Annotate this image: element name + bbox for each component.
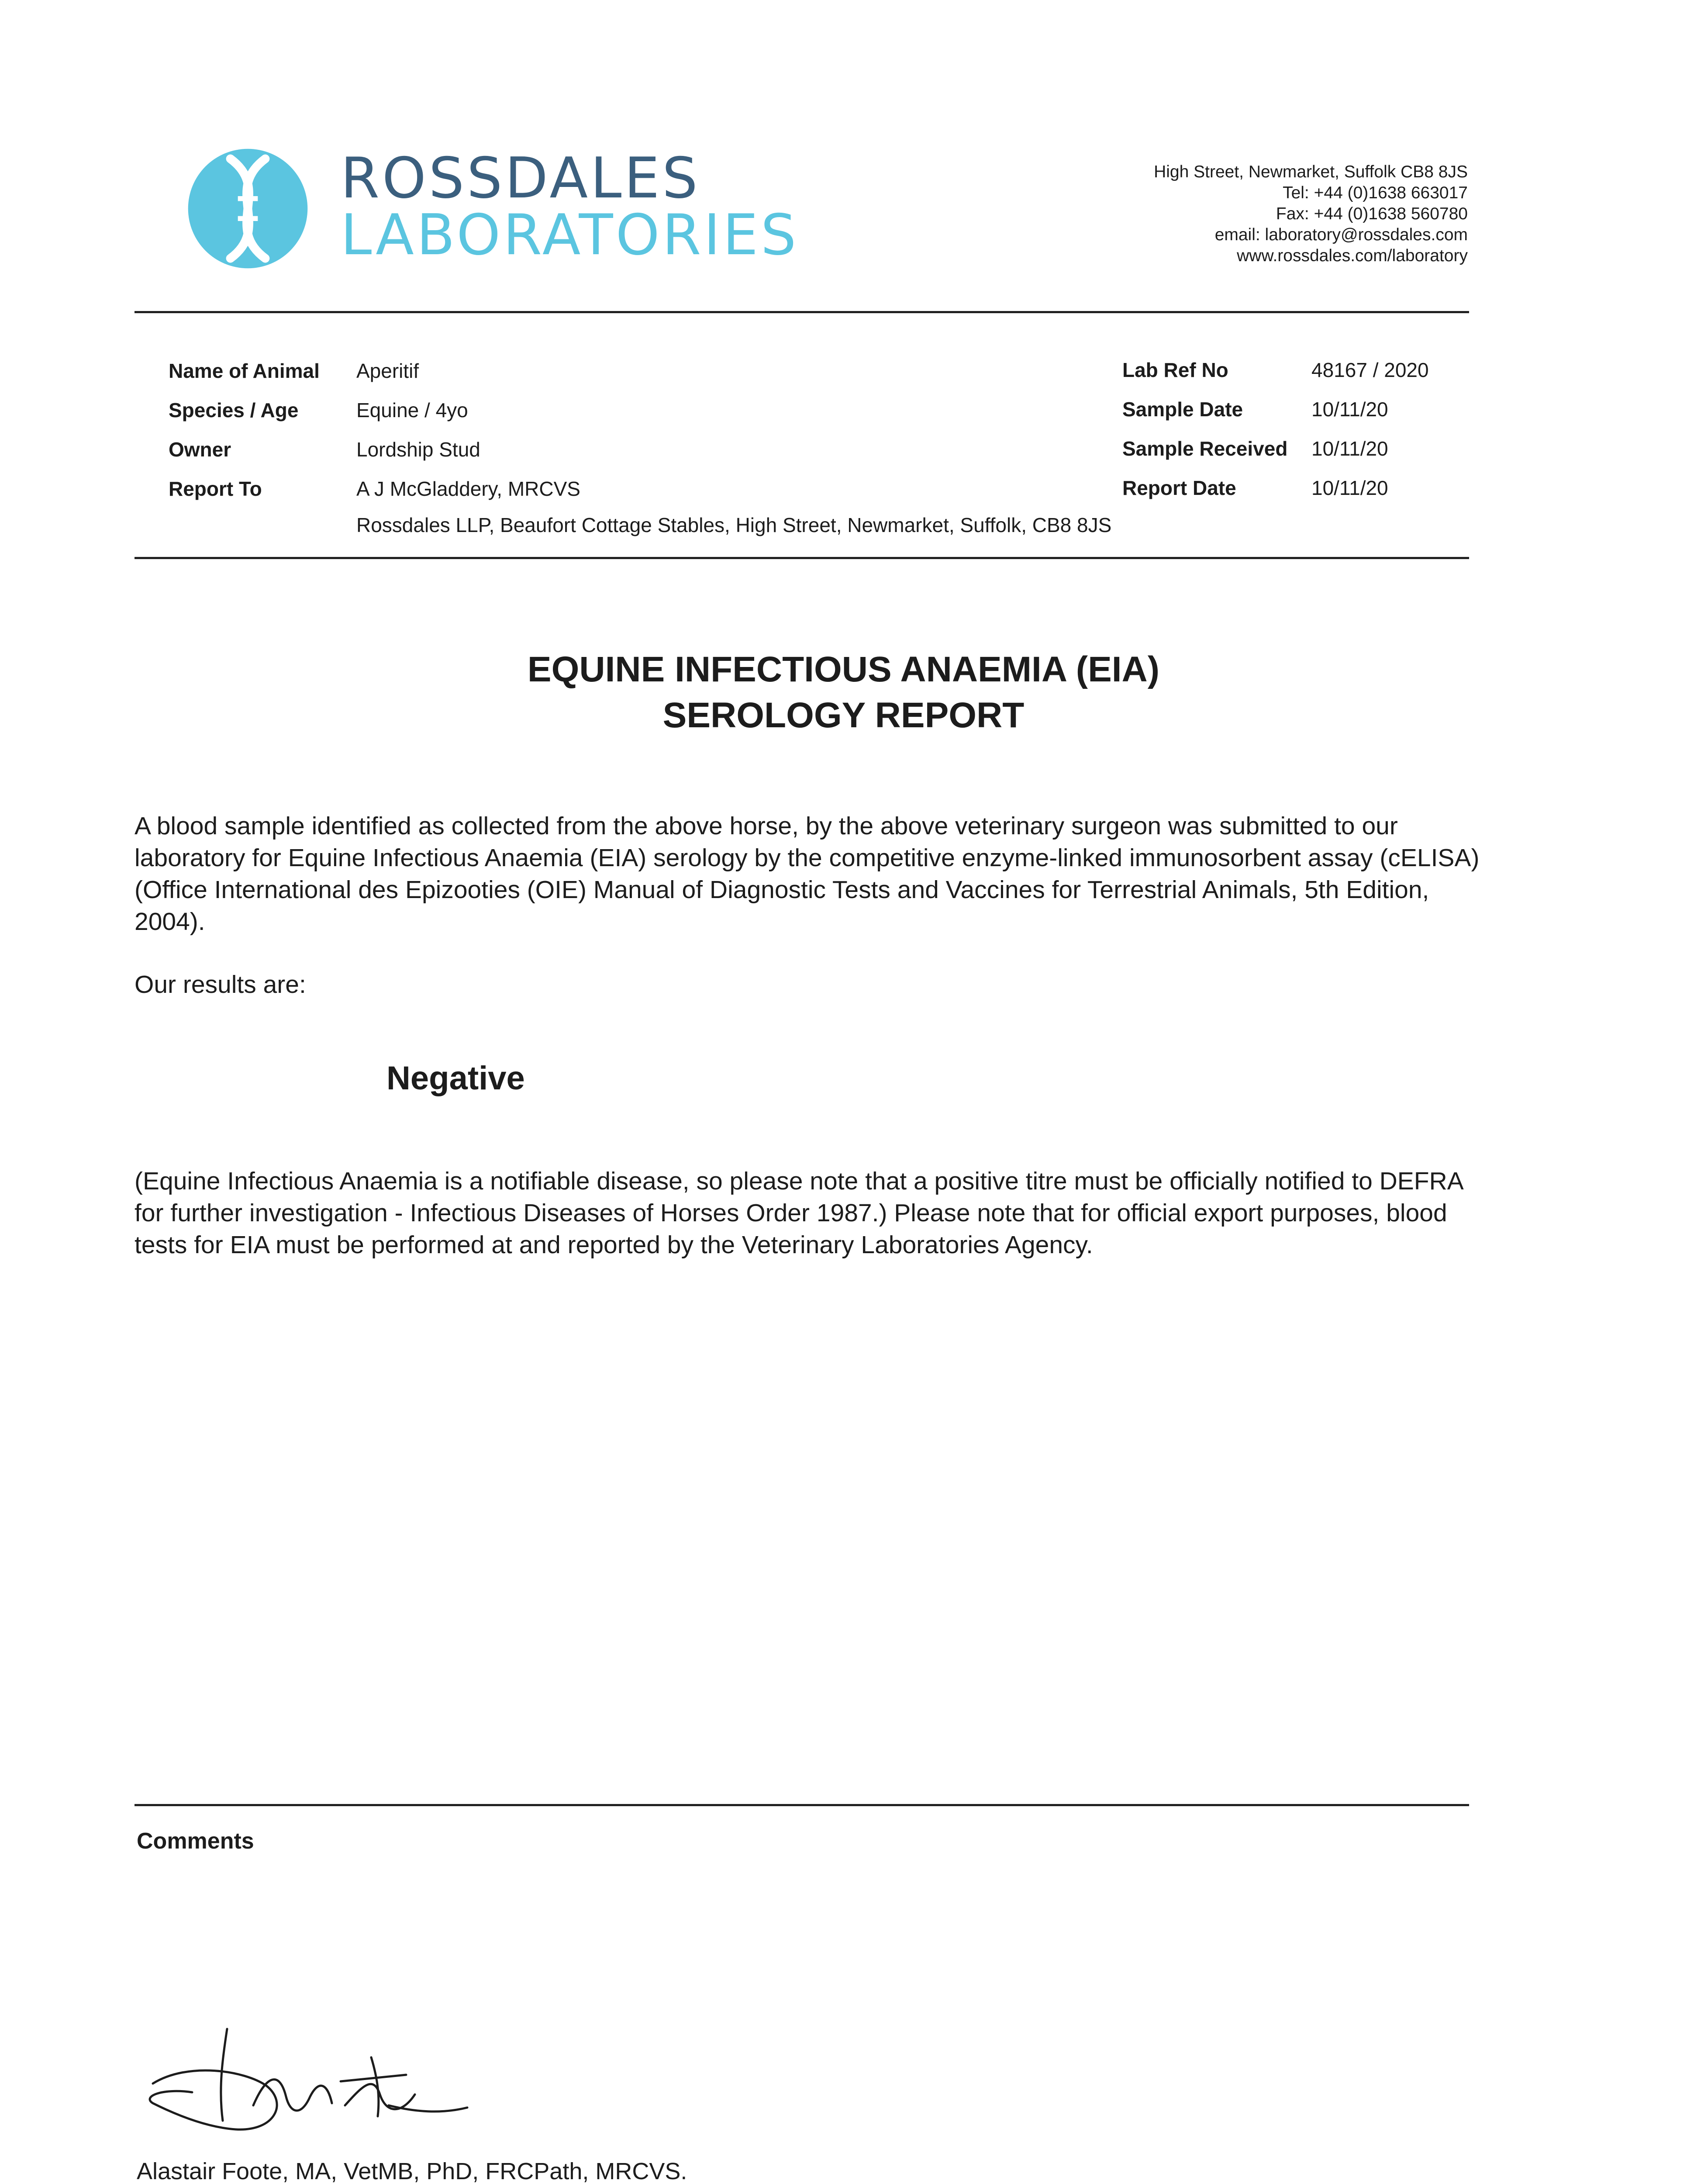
detail-value: 48167 / 2020 xyxy=(1311,359,1429,381)
report-title-line1: EQUINE INFECTIOUS ANAEMIA (EIA) xyxy=(527,650,1160,689)
address-street: High Street, Newmarket, Suffolk CB8 8JS xyxy=(1154,162,1468,181)
detail-label: Lab Ref No xyxy=(1122,359,1228,381)
signature xyxy=(135,2009,485,2140)
test-result: Negative xyxy=(386,1060,525,1097)
detail-value: Equine / 4yo xyxy=(356,399,468,422)
report-to-address: Rossdales LLP, Beaufort Cottage Stables, High Street, Newmarket, Suffolk, CB8 8JS xyxy=(356,514,1112,536)
intro-paragraph: A blood sample identified as collected from the above horse, by the above veterinary surgeon was submitted to our laboratory for Equine Infectious Anaemia (EIA) serology by the competitive enzyme-linked immunosorbent assay (cELISA) (Office International des Epizooties (OIE) Manual of Diagnostic Tests and Vaccines for Terrestrial Animals, 5th Edition, 2004). xyxy=(135,812,1480,936)
report-title-line2: SEROLOGY REPORT xyxy=(662,695,1025,735)
lab-name-line1: ROSSDALES xyxy=(341,146,700,211)
address-tel: Tel: +44 (0)1638 663017 xyxy=(1283,183,1468,202)
lab-address xyxy=(1031,162,1468,266)
detail-label: Sample Date xyxy=(1122,398,1243,421)
header-divider xyxy=(135,311,1469,313)
lab-name-line2: LABORATORIES xyxy=(341,203,799,268)
report-title xyxy=(0,646,1687,738)
address-fax: Fax: +44 (0)1638 560780 xyxy=(1276,204,1468,223)
detail-value: 10/11/20 xyxy=(1311,437,1388,460)
results-label: Our results are: xyxy=(135,971,306,999)
comments-divider xyxy=(135,1804,1469,1806)
notice-paragraph: (Equine Infectious Anaemia is a notifiable disease, so please note that a positive titre must be officially notified to DEFRA for further investigation - Infectious Diseases of Horses Order 1987.) Please note that for official export purposes, blood tests for EIA must be performed at and reported by the Veterinary Laboratories Agency. xyxy=(135,1167,1463,1259)
address-web: www.rossdales.com/laboratory xyxy=(1237,246,1468,265)
details-divider xyxy=(135,557,1469,559)
address-email: email: laboratory@rossdales.com xyxy=(1214,225,1468,244)
signatory-name: Alastair Foote, MA, VetMB, PhD, FRCPath, MRCVS. xyxy=(137,2158,687,2184)
detail-value: 10/11/20 xyxy=(1311,398,1388,421)
detail-label: Name of Animal xyxy=(169,359,320,382)
dna-helix-icon xyxy=(186,146,310,271)
detail-value: 10/11/20 xyxy=(1311,477,1388,499)
detail-label: Species / Age xyxy=(169,399,299,422)
detail-label: Report To xyxy=(169,477,262,500)
detail-value: Lordship Stud xyxy=(356,438,480,461)
detail-label: Owner xyxy=(169,438,231,461)
detail-value: Aperitif xyxy=(356,359,419,382)
detail-label: Report Date xyxy=(1122,477,1236,499)
comments-label: Comments xyxy=(137,1828,254,1854)
detail-value: A J McGladdery, MRCVS xyxy=(356,477,580,500)
detail-label: Sample Received xyxy=(1122,437,1288,460)
